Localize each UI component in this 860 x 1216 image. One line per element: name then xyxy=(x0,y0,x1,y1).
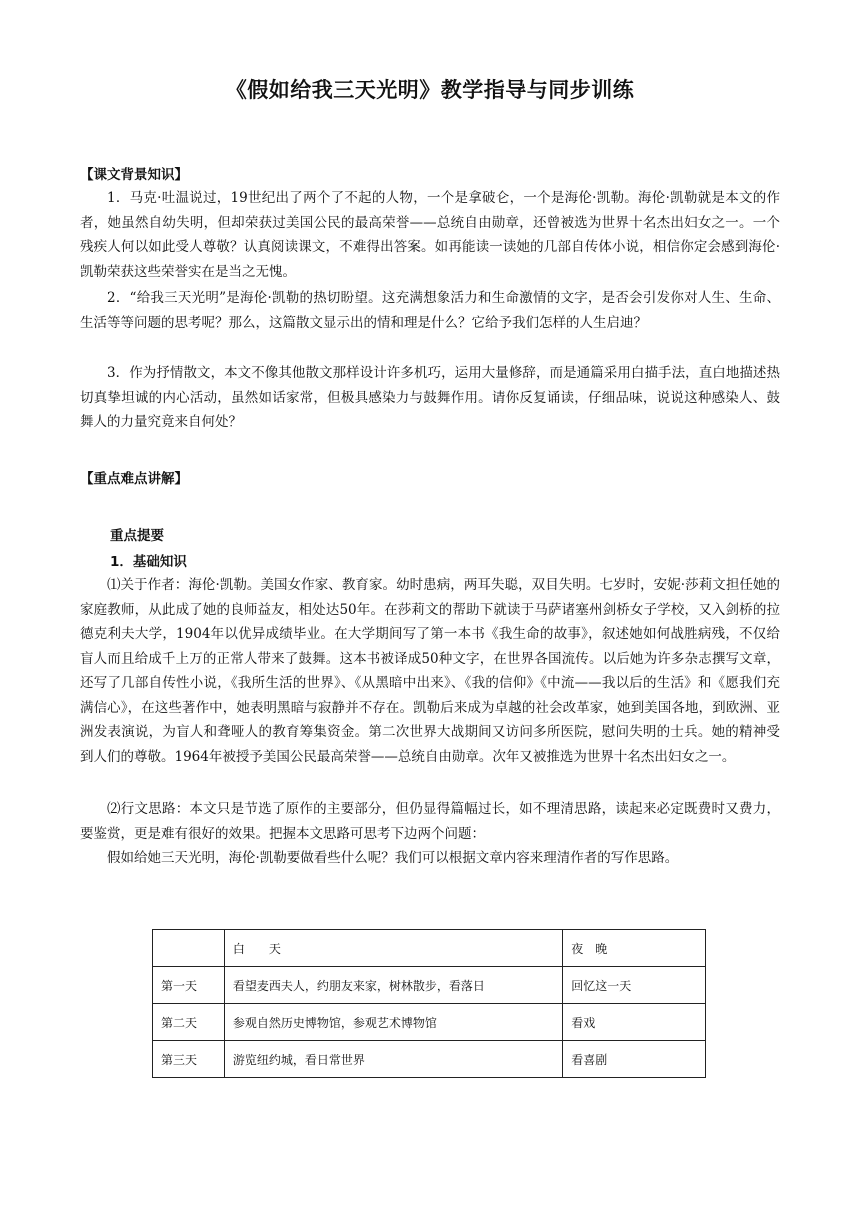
table-cell: 看喜剧 xyxy=(563,1041,706,1078)
background-paragraph-1: 1．马克·吐温说过，19世纪出了两个了不起的人物，一个是拿破仑，一个是海伦·凯勒。海伦·凯勒就是本文的作者，她虽然自幼失明，但却荣获过美国公民的最高荣誉——总统自由勋章，还曾被选为世界十名杰出妇女之一。一个残疾人何以如此受人尊敬？认真阅读课文，不难得出答案。如再能读一读她的几部自传体小说，相信你定会感到海伦·凯勒荣获这些荣誉实在是当之无愧。 xyxy=(80,190,780,280)
table-header-row xyxy=(153,930,706,967)
table-cell: 看戏 xyxy=(563,1004,706,1041)
section-heading-background: 【课文背景知识】 xyxy=(80,167,188,183)
table-cell: 看望麦西夫人，约朋友来家，树林散步，看落日 xyxy=(224,967,562,1004)
table-row xyxy=(153,1004,706,1041)
structure-paragraph: ⑵行文思路：本文只是节选了原作的主要部分，但仍显得篇幅过长，如不理清思路，读起来必定既费时又费力，要鉴赏，更是难有很好的效果。把握本文思路可思考下边两个问题： xyxy=(80,801,780,842)
section-heading-key-points: 【重点难点讲解】 xyxy=(80,471,188,487)
table-header-cell: 夜 晚 xyxy=(563,930,706,967)
basic-knowledge-heading: 1．基础知识 xyxy=(110,554,187,570)
table-header-cell xyxy=(153,930,225,967)
document-title: 《假如给我三天光明》教学指导与同步训练 xyxy=(225,78,635,102)
table-cell: 参观自然历史博物馆，参观艺术博物馆 xyxy=(224,1004,562,1041)
table-cell: 第三天 xyxy=(153,1041,225,1078)
table-header-cell: 白 天 xyxy=(224,930,562,967)
three-days-table xyxy=(152,929,706,1078)
table-cell: 第一天 xyxy=(153,967,225,1004)
key-points-subheading: 重点提要 xyxy=(110,528,164,544)
background-paragraph-3: 3．作为抒情散文，本文不像其他散文那样设计许多机巧，运用大量修辞，而是通篇采用白描手法，直白地描述热切真挚坦诚的内心活动，虽然如话家常，但极具感染力与鼓舞作用。请你反复诵读，仔细品味，说说这种感染人、鼓舞人的力量究竟来自何处？ xyxy=(80,365,780,430)
table-row xyxy=(153,1041,706,1078)
background-paragraph-2: 2．“给我三天光明”是海伦·凯勒的热切盼望。这充满想象活力和生命激情的文字，是否会引发你对人生、生命、生活等等问题的思考呢？那么，这篇散文显示出的情和理是什么？它给予我们怎样的人生启迪？ xyxy=(80,290,780,331)
table-cell: 第二天 xyxy=(153,1004,225,1041)
table-cell: 回忆这一天 xyxy=(563,967,706,1004)
table-cell: 游览纽约城，看日常世界 xyxy=(224,1041,562,1078)
question-paragraph: 假如给她三天光明，海伦·凯勒要做看些什么呢？我们可以根据文章内容来理清作者的写作思路。 xyxy=(107,850,679,866)
author-paragraph: ⑴关于作者：海伦·凯勒。美国女作家、教育家。幼时患病，两耳失聪，双目失明。七岁时，安妮·莎莉文担任她的家庭教师，从此成了她的良师益友，相处达50年。在莎莉文的帮助下就读于马萨诸塞州剑桥女子学校，又入剑桥的拉德克利夫大学，1904年以优异成绩毕业。在大学期间写了第一本书《我生命的故事》，叙述她如何战胜病残，不仅给盲人而且给成千上万的正常人带来了鼓舞。这本书被译成50种文字，在世界各国流传。以后她为许多杂志撰写文章，还写了几部自传性小说，《我所生活的世界》、《从黑暗中出来》、《我的信仰》《中流——我以后的生活》和《愿我们充满信心》，在这些著作中，她表明黑暗与寂静并不存在。凯勒后来成为卓越的社会改革家，她到美国各地，到欧洲、亚洲发表演说，为盲人和聋哑人的教育筹集资金。第二次世界大战期间又访问多所医院，慰问失明的士兵。她的精神受到人们的尊敬。1964年被授予美国公民最高荣誉——总统自由勋章。次年又被推选为世界十名杰出妇女之一。 xyxy=(80,577,780,765)
table-row xyxy=(153,967,706,1004)
